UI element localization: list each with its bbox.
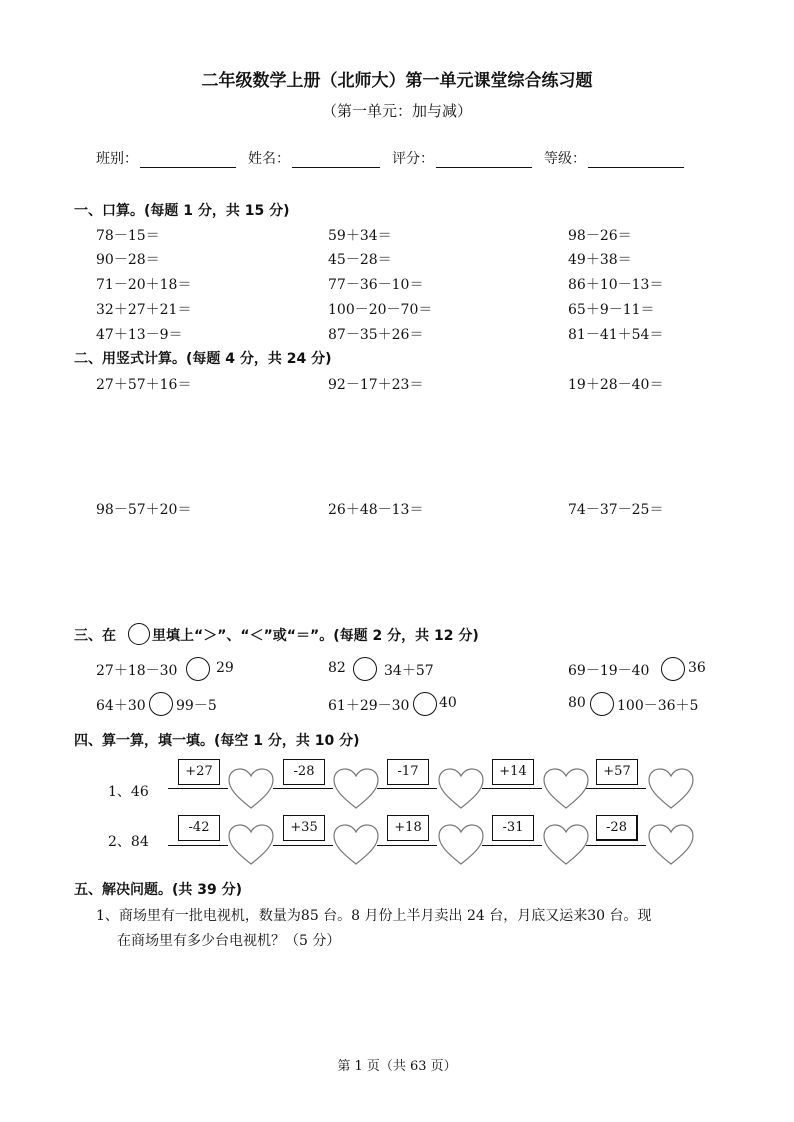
vertical-problem: 26＋48－13＝ bbox=[328, 502, 424, 518]
heart-answer-slot[interactable] bbox=[647, 823, 695, 867]
heart-answer-slot[interactable] bbox=[647, 767, 695, 811]
compare-left: 80 bbox=[568, 695, 586, 711]
oral-problem: 100－20－70＝ bbox=[328, 302, 433, 318]
oral-problem: 81－41＋54＝ bbox=[568, 327, 664, 343]
compare-left: 61＋29－30 bbox=[328, 698, 410, 714]
vertical-problem: 19＋28－40＝ bbox=[568, 377, 664, 393]
score-label: 评分： bbox=[392, 151, 434, 167]
class-label: 班别： bbox=[96, 151, 138, 167]
arrow-icon bbox=[482, 845, 542, 846]
name-field[interactable] bbox=[248, 148, 380, 168]
section3-heading-end: 里填上“＞”、“＜”或“＝”。(每题 2 分，共 12 分) bbox=[152, 628, 479, 644]
oral-problem: 47＋13－9＝ bbox=[96, 327, 183, 343]
oral-problem: 71－20＋18＝ bbox=[96, 277, 192, 293]
compare-circle[interactable] bbox=[149, 692, 173, 716]
operation-box: +57 bbox=[596, 759, 638, 785]
section5-heading: 五、解决问题。(共 39 分) bbox=[74, 882, 243, 898]
compare-left: 27＋18－30 bbox=[96, 663, 178, 679]
oral-problem: 32＋27＋21＝ bbox=[96, 302, 192, 318]
operation-box: -42 bbox=[178, 815, 220, 841]
heart-answer-slot[interactable] bbox=[437, 767, 485, 811]
compare-left: 82 bbox=[328, 660, 346, 676]
section2-heading: 二、用竖式计算。(每题 4 分，共 24 分) bbox=[74, 351, 332, 367]
class-field[interactable] bbox=[96, 148, 236, 168]
operation-box: -28 bbox=[283, 759, 325, 785]
arrow-icon bbox=[168, 845, 228, 846]
compare-circle[interactable] bbox=[353, 657, 377, 681]
heading-circle-icon bbox=[128, 623, 150, 645]
vertical-problem: 74－37－25＝ bbox=[568, 502, 664, 518]
section1-heading: 一、口算。(每题 1 分，共 15 分) bbox=[74, 203, 290, 219]
heart-answer-slot[interactable] bbox=[542, 767, 590, 811]
name-label: 姓名： bbox=[248, 151, 290, 167]
oral-problem: 59＋34＝ bbox=[328, 228, 392, 244]
page-title: 二年级数学上册（北师大）第一单元课堂综合练习题 bbox=[201, 71, 593, 91]
arrow-icon bbox=[377, 845, 437, 846]
vertical-problem: 92－17＋23＝ bbox=[328, 377, 424, 393]
operation-box: -17 bbox=[387, 759, 429, 785]
arrow-icon bbox=[273, 788, 333, 789]
operation-box: -28 bbox=[596, 815, 638, 841]
oral-problem: 65＋9－11＝ bbox=[568, 302, 655, 318]
oral-problem: 49＋38＝ bbox=[568, 252, 632, 268]
heart-answer-slot[interactable] bbox=[437, 823, 485, 867]
operation-box: +35 bbox=[283, 815, 325, 841]
oral-problem: 86＋10－13＝ bbox=[568, 277, 664, 293]
chain-start-label: 1、46 bbox=[108, 784, 149, 800]
score-field[interactable] bbox=[392, 148, 532, 168]
oral-problem: 45－28＝ bbox=[328, 252, 392, 268]
compare-circle[interactable] bbox=[590, 692, 614, 716]
oral-problem: 78－15＝ bbox=[96, 228, 160, 244]
word-problem-line: 1、商场里有一批电视机，数量为85 台。8 月份上半月卖出 24 台，月底又运来30 台。现 bbox=[96, 908, 652, 924]
heart-answer-slot[interactable] bbox=[227, 767, 275, 811]
compare-right: 29 bbox=[216, 660, 234, 676]
section4-heading: 四、算一算，填一填。(每空 1 分，共 10 分) bbox=[74, 733, 360, 749]
grade-label: 等级： bbox=[544, 151, 586, 167]
arrow-icon bbox=[482, 788, 542, 789]
grade-field[interactable] bbox=[544, 148, 684, 168]
page-subtitle: （第一单元：加与减） bbox=[321, 102, 472, 120]
chain-start-label: 2、84 bbox=[108, 834, 149, 850]
compare-left: 69－19－40 bbox=[568, 663, 650, 679]
arrow-icon bbox=[586, 845, 646, 846]
compare-right: 36 bbox=[688, 660, 706, 676]
arrow-icon bbox=[168, 788, 228, 789]
oral-problem: 87－35＋26＝ bbox=[328, 327, 424, 343]
compare-circle[interactable] bbox=[186, 657, 210, 681]
arrow-icon bbox=[377, 788, 437, 789]
compare-right: 40 bbox=[439, 695, 457, 711]
compare-left: 64＋30 bbox=[96, 698, 146, 714]
compare-circle[interactable] bbox=[413, 692, 437, 716]
operation-box: +18 bbox=[387, 815, 429, 841]
page-footer: 第 1 页（共 63 页） bbox=[337, 1059, 457, 1074]
heart-answer-slot[interactable] bbox=[542, 823, 590, 867]
arrow-icon bbox=[273, 845, 333, 846]
compare-circle[interactable] bbox=[661, 657, 685, 681]
operation-box: +14 bbox=[492, 759, 534, 785]
compare-right: 100－36＋5 bbox=[617, 698, 699, 714]
vertical-problem: 27＋57＋16＝ bbox=[96, 377, 192, 393]
section3-heading-start: 三、在 bbox=[74, 628, 116, 644]
heart-answer-slot[interactable] bbox=[227, 823, 275, 867]
heart-answer-slot[interactable] bbox=[332, 767, 380, 811]
oral-problem: 90－28＝ bbox=[96, 252, 160, 268]
compare-right: 99－5 bbox=[176, 698, 217, 714]
compare-right: 34＋57 bbox=[384, 663, 434, 679]
vertical-problem: 98－57＋20＝ bbox=[96, 502, 192, 518]
oral-problem: 98－26＝ bbox=[568, 228, 632, 244]
operation-box: +27 bbox=[178, 759, 220, 785]
operation-box: -31 bbox=[492, 815, 534, 841]
heart-answer-slot[interactable] bbox=[332, 823, 380, 867]
word-problem-line: 在商场里有多少台电视机？（5 分） bbox=[117, 933, 341, 949]
arrow-icon bbox=[586, 788, 646, 789]
oral-problem: 77－36－10＝ bbox=[328, 277, 424, 293]
